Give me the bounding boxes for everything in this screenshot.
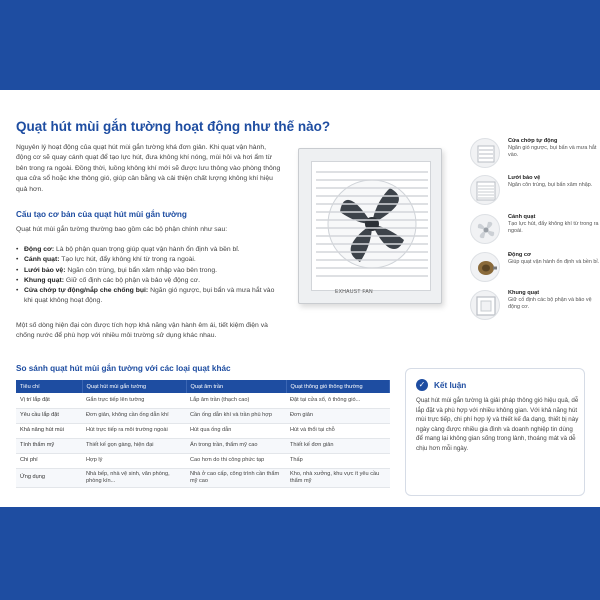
intro-paragraph: Nguyên lý hoạt động của quạt hút mùi gắn tường khá đơn giản. Khi quạt vận hành, động cơ sẽ quay cánh quạt để tạo lực hút, đưa không khí nóng, mùi hôi và hơi ẩm từ bên trong ra ngoài. Đồng thời, luồng không khí mới sẽ được lưu thông vào phòng thông qua cửa sổ hoặc khe thông gió, giúp cân bằng và cải thiện chất lượng không khí hiệu quả hơn.: [16, 144, 281, 193]
conclusion-title: Kết luận: [434, 380, 467, 390]
list-item: • Khung quạt: Giữ cố định các bộ phận và bảo vệ động cơ.: [16, 276, 278, 286]
component-desc: Ngăn gió ngược, bụi bẩn và mưa hắt vào.: [508, 145, 597, 159]
list-item: • Lưới bảo vệ: Ngăn côn trùng, bụi bẩn xâm nhập vào bên trong.: [16, 266, 278, 276]
fan-frame: [298, 148, 442, 304]
table-row: [16, 408, 390, 423]
column-header: Quạt âm trần: [186, 380, 286, 393]
table-cell: Thiết kế gọn gàng, hiện đại: [82, 438, 186, 453]
conclusion-box: [405, 368, 585, 496]
comparison-table: [16, 380, 390, 488]
table-row: [16, 423, 390, 438]
table-cell: Hút trực tiếp ra môi trường ngoài: [82, 423, 186, 438]
shutter-icon: [470, 138, 500, 168]
component-title: Cánh quạt: [508, 214, 536, 220]
table-cell: Nhà ở cao cấp, công trình cần thẩm mỹ cao: [186, 468, 286, 488]
table-cell: Thiết kế đơn giản: [286, 438, 390, 453]
table-cell: Khả năng hút mùi: [16, 423, 82, 438]
table-cell: Ứng dụng: [16, 468, 82, 488]
structure-title: Cấu tạo cơ bản của quạt hút mùi gắn tường: [16, 210, 187, 219]
table-cell: Yêu cầu lắp đặt: [16, 408, 82, 423]
check-icon: ✓: [416, 379, 428, 391]
conclusion-text: Quạt hút mùi gắn tường là giải pháp thông gió hiệu quả, dễ lắp đặt và phù hợp với nhiều không gian. Với khả năng hút mùi trực tiếp, chi phí hợp lý và thiết kế đa dạng, thiết bị này ngày càng được nhiều gia đình và doanh nghiệp tin dùng để mang lại không gian sống trong lành, thoáng mát và dễ chịu hơn mỗi ngày.: [416, 397, 579, 452]
table-cell: Đặt tại cửa sổ, ô thông gió...: [286, 393, 390, 408]
table-cell: Thấp: [286, 453, 390, 468]
column-header: Quạt hút mùi gắn tường: [82, 380, 186, 393]
table-cell: Tính thẩm mỹ: [16, 438, 82, 453]
component-desc: Tạo lực hút, đẩy không khí từ trong ra ngoài.: [508, 221, 599, 235]
table-cell: Đơn giản, không cần ống dẫn khí: [82, 408, 186, 423]
table-cell: Vị trí lắp đặt: [16, 393, 82, 408]
blade-icon: [470, 214, 500, 244]
bottom-band: [0, 507, 600, 600]
grille-icon: [470, 175, 500, 205]
frame-icon: [470, 290, 500, 320]
table-cell: Chi phí: [16, 453, 82, 468]
top-band: [0, 0, 600, 90]
table-cell: Gắn trực tiếp lên tường: [82, 393, 186, 408]
fan-grille: [311, 161, 431, 291]
table-row: [16, 453, 390, 468]
table-header-row: [16, 380, 390, 393]
table-cell: Đơn giản: [286, 408, 390, 423]
exhaust-fan-illustration: [298, 148, 442, 308]
table-row: [16, 438, 390, 453]
table-cell: Lắp âm trần (thạch cao): [186, 393, 286, 408]
comparison-title: So sánh quạt hút mùi gắn tường với các loại quạt khác: [16, 364, 231, 373]
table-cell: Ẩn trong trần, thẩm mỹ cao: [186, 438, 286, 453]
table-cell: Nhà bếp, nhà vệ sinh, văn phòng, phòng kín...: [82, 468, 186, 488]
list-item: • Động cơ: Là bộ phận quan trọng giúp quạt vận hành ổn định và bền bỉ.: [16, 245, 278, 255]
table-cell: Hút qua ống dẫn: [186, 423, 286, 438]
table-row: [16, 393, 390, 408]
table-cell: Cần ống dẫn khí và trần phù hợp: [186, 408, 286, 423]
table-cell: Hút và thổi tại chỗ: [286, 423, 390, 438]
fan-blades-icon: [312, 162, 432, 292]
component-title: Khung quạt: [508, 290, 540, 296]
main-title: Quạt hút mùi gắn tường hoạt động như thế nào?: [16, 119, 331, 134]
component-title: Động cơ: [508, 252, 531, 258]
column-header: Tiêu chí: [16, 380, 82, 393]
list-item: • Cửa chớp tự động/nắp che chống bụi: Ngăn gió ngược, bụi bẩn và mưa hắt vào khi quạt không hoạt động.: [16, 286, 278, 307]
table-cell: Hợp lý: [82, 453, 186, 468]
column-header: Quạt thông gió thông thường: [286, 380, 390, 393]
component-desc: Giữ cố định các bộ phận và bảo vệ động cơ.: [508, 297, 592, 311]
structure-intro: Quạt hút mùi gắn tường thường bao gồm các bộ phận chính như sau:: [16, 226, 228, 233]
table-cell: Kho, nhà xưởng, khu vực ít yêu cầu thẩm mỹ: [286, 468, 390, 488]
fan-brand-label: EXHAUST FAN: [335, 289, 373, 295]
structure-outro: Một số dòng hiện đại còn được tích hợp khả năng vận hành êm ái, tiết kiệm điện và chống nước để phù hợp với nhiều môi trường sử dụng khác nhau.: [16, 322, 268, 340]
motor-icon: [470, 252, 500, 282]
component-title: Cửa chớp tự động: [508, 138, 558, 144]
component-title: Lưới bảo vệ: [508, 175, 541, 181]
table-cell: Cao hơn do thi công phức tạp: [186, 453, 286, 468]
structure-list: [16, 245, 278, 307]
list-item: • Cánh quạt: Tạo lực hút, đẩy không khí từ trong ra ngoài.: [16, 255, 278, 265]
table-row: [16, 468, 390, 488]
component-desc: Ngăn côn trùng, bụi bẩn xâm nhập.: [508, 182, 593, 189]
component-desc: Giúp quạt vận hành ổn định và bền bỉ.: [508, 259, 600, 266]
